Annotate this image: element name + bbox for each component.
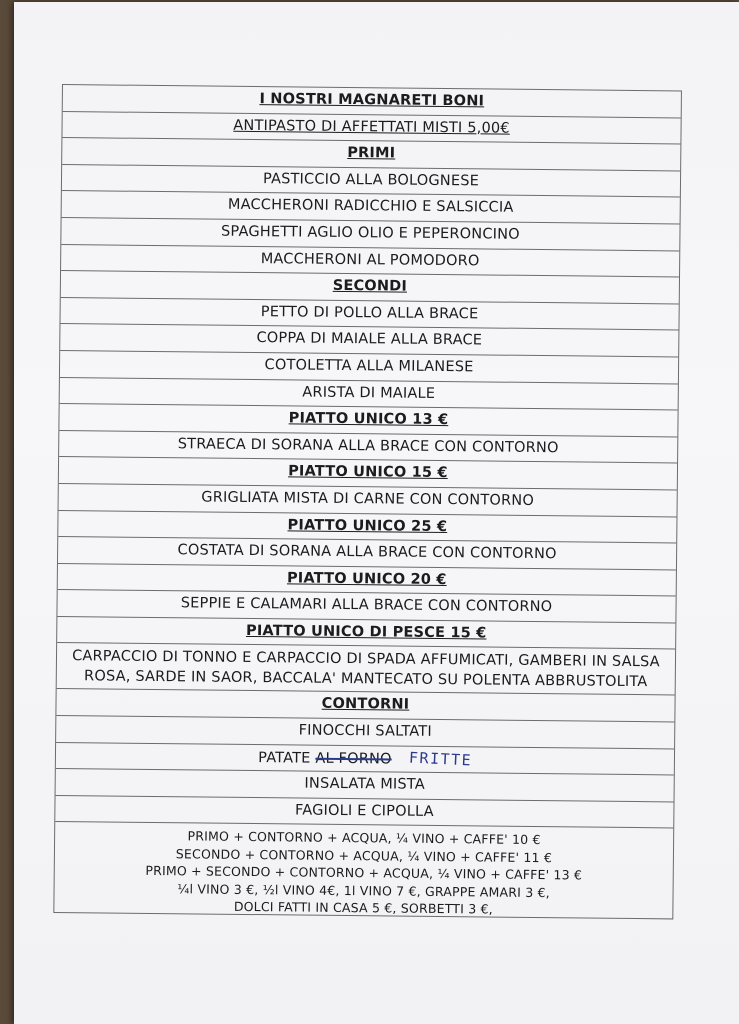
contorni-header: CONTORNI [56, 689, 674, 722]
primi-item: SPAGHETTI AGLIO OLIO E PEPERONCINO [61, 218, 679, 251]
secondi-item: PETTO DI POLLO ALLA BRACE [60, 298, 678, 331]
primi-item: MACCHERONI RADICCHIO E SALSICCIA [62, 191, 680, 224]
contorni-item: FINOCCHI SALTATI [56, 716, 674, 749]
piatto-unico-15-header: PIATTO UNICO 15 € [59, 457, 677, 490]
secondi-header: SECONDI [61, 271, 679, 304]
piatto-unico-20-header: PIATTO UNICO 20 € [58, 564, 676, 597]
primi-header: PRIMI [62, 138, 680, 171]
menu-table [53, 84, 682, 920]
footer-line: PRIMO + CONTORNO + ACQUA, ¼ VINO + CAFFE' 10 € [187, 828, 541, 848]
piatto-unico-13-item: STRAECA DI SORANA ALLA BRACE CON CONTORNO [59, 431, 677, 464]
footer-line: DOLCI FATTI IN CASA 5 €, SORBETTI 3 €, [233, 899, 493, 917]
piatto-pesce-item: CARPACCIO DI TONNO E CARPACCIO DI SPADA AFFUMICATI, GAMBERI IN SALSA ROSA, SARDE IN SAOR, BACCALA' MANTECATO SU POLENTA ABBRUSTOLITA [57, 643, 675, 695]
secondi-item: ARISTA DI MAIALE [60, 378, 678, 411]
piatto-unico-13-header: PIATTO UNICO 13 € [59, 404, 677, 437]
antipasto-item: ANTIPASTO DI AFFETTATI MISTI 5,00€ [62, 112, 680, 145]
menu-title: I NOSTRI MAGNARETI BONI [63, 85, 681, 118]
footer-line: PRIMO + SECONDO + CONTORNO + ACQUA, ¼ VINO + CAFFE' 13 € [145, 863, 583, 883]
menu-footer [54, 822, 673, 918]
secondi-item: COTOLETTA ALLA MILANESE [60, 351, 678, 384]
contorni-item: INSALATA MISTA [56, 769, 674, 802]
secondi-item: COPPA DI MAIALE ALLA BRACE [60, 324, 678, 357]
patate-handwritten-note: FRITTE [408, 748, 473, 770]
piatto-pesce-header: PIATTO UNICO DI PESCE 15 € [57, 617, 675, 650]
menu-paper [14, 2, 739, 1024]
footer-line: SECONDO + CONTORNO + ACQUA, ¼ VINO + CAFFE' 11 € [175, 846, 553, 866]
patate-struck-text: AL FORNO [315, 750, 392, 768]
piatto-unico-25-item: COSTATA DI SORANA ALLA BRACE CON CONTORNO [58, 537, 676, 570]
piatto-unico-25-header: PIATTO UNICO 25 € [58, 510, 676, 543]
footer-line: ¼l VINO 3 €, ½l VINO 4€, 1l VINO 7 €, GRAPPE AMARI 3 €, [177, 881, 550, 901]
primi-item: MACCHERONI AL POMODORO [61, 245, 679, 278]
piatto-unico-20-item: SEPPIE E CALAMARI ALLA BRACE CON CONTORNO [57, 590, 675, 623]
primi-item: PASTICCIO ALLA BOLOGNESE [62, 165, 680, 198]
patate-label: PATATE [258, 749, 311, 767]
piatto-unico-15-item: GRIGLIATA MISTA DI CARNE CON CONTORNO [59, 484, 677, 517]
contorni-item: FAGIOLI E CIPOLLA [55, 796, 673, 829]
